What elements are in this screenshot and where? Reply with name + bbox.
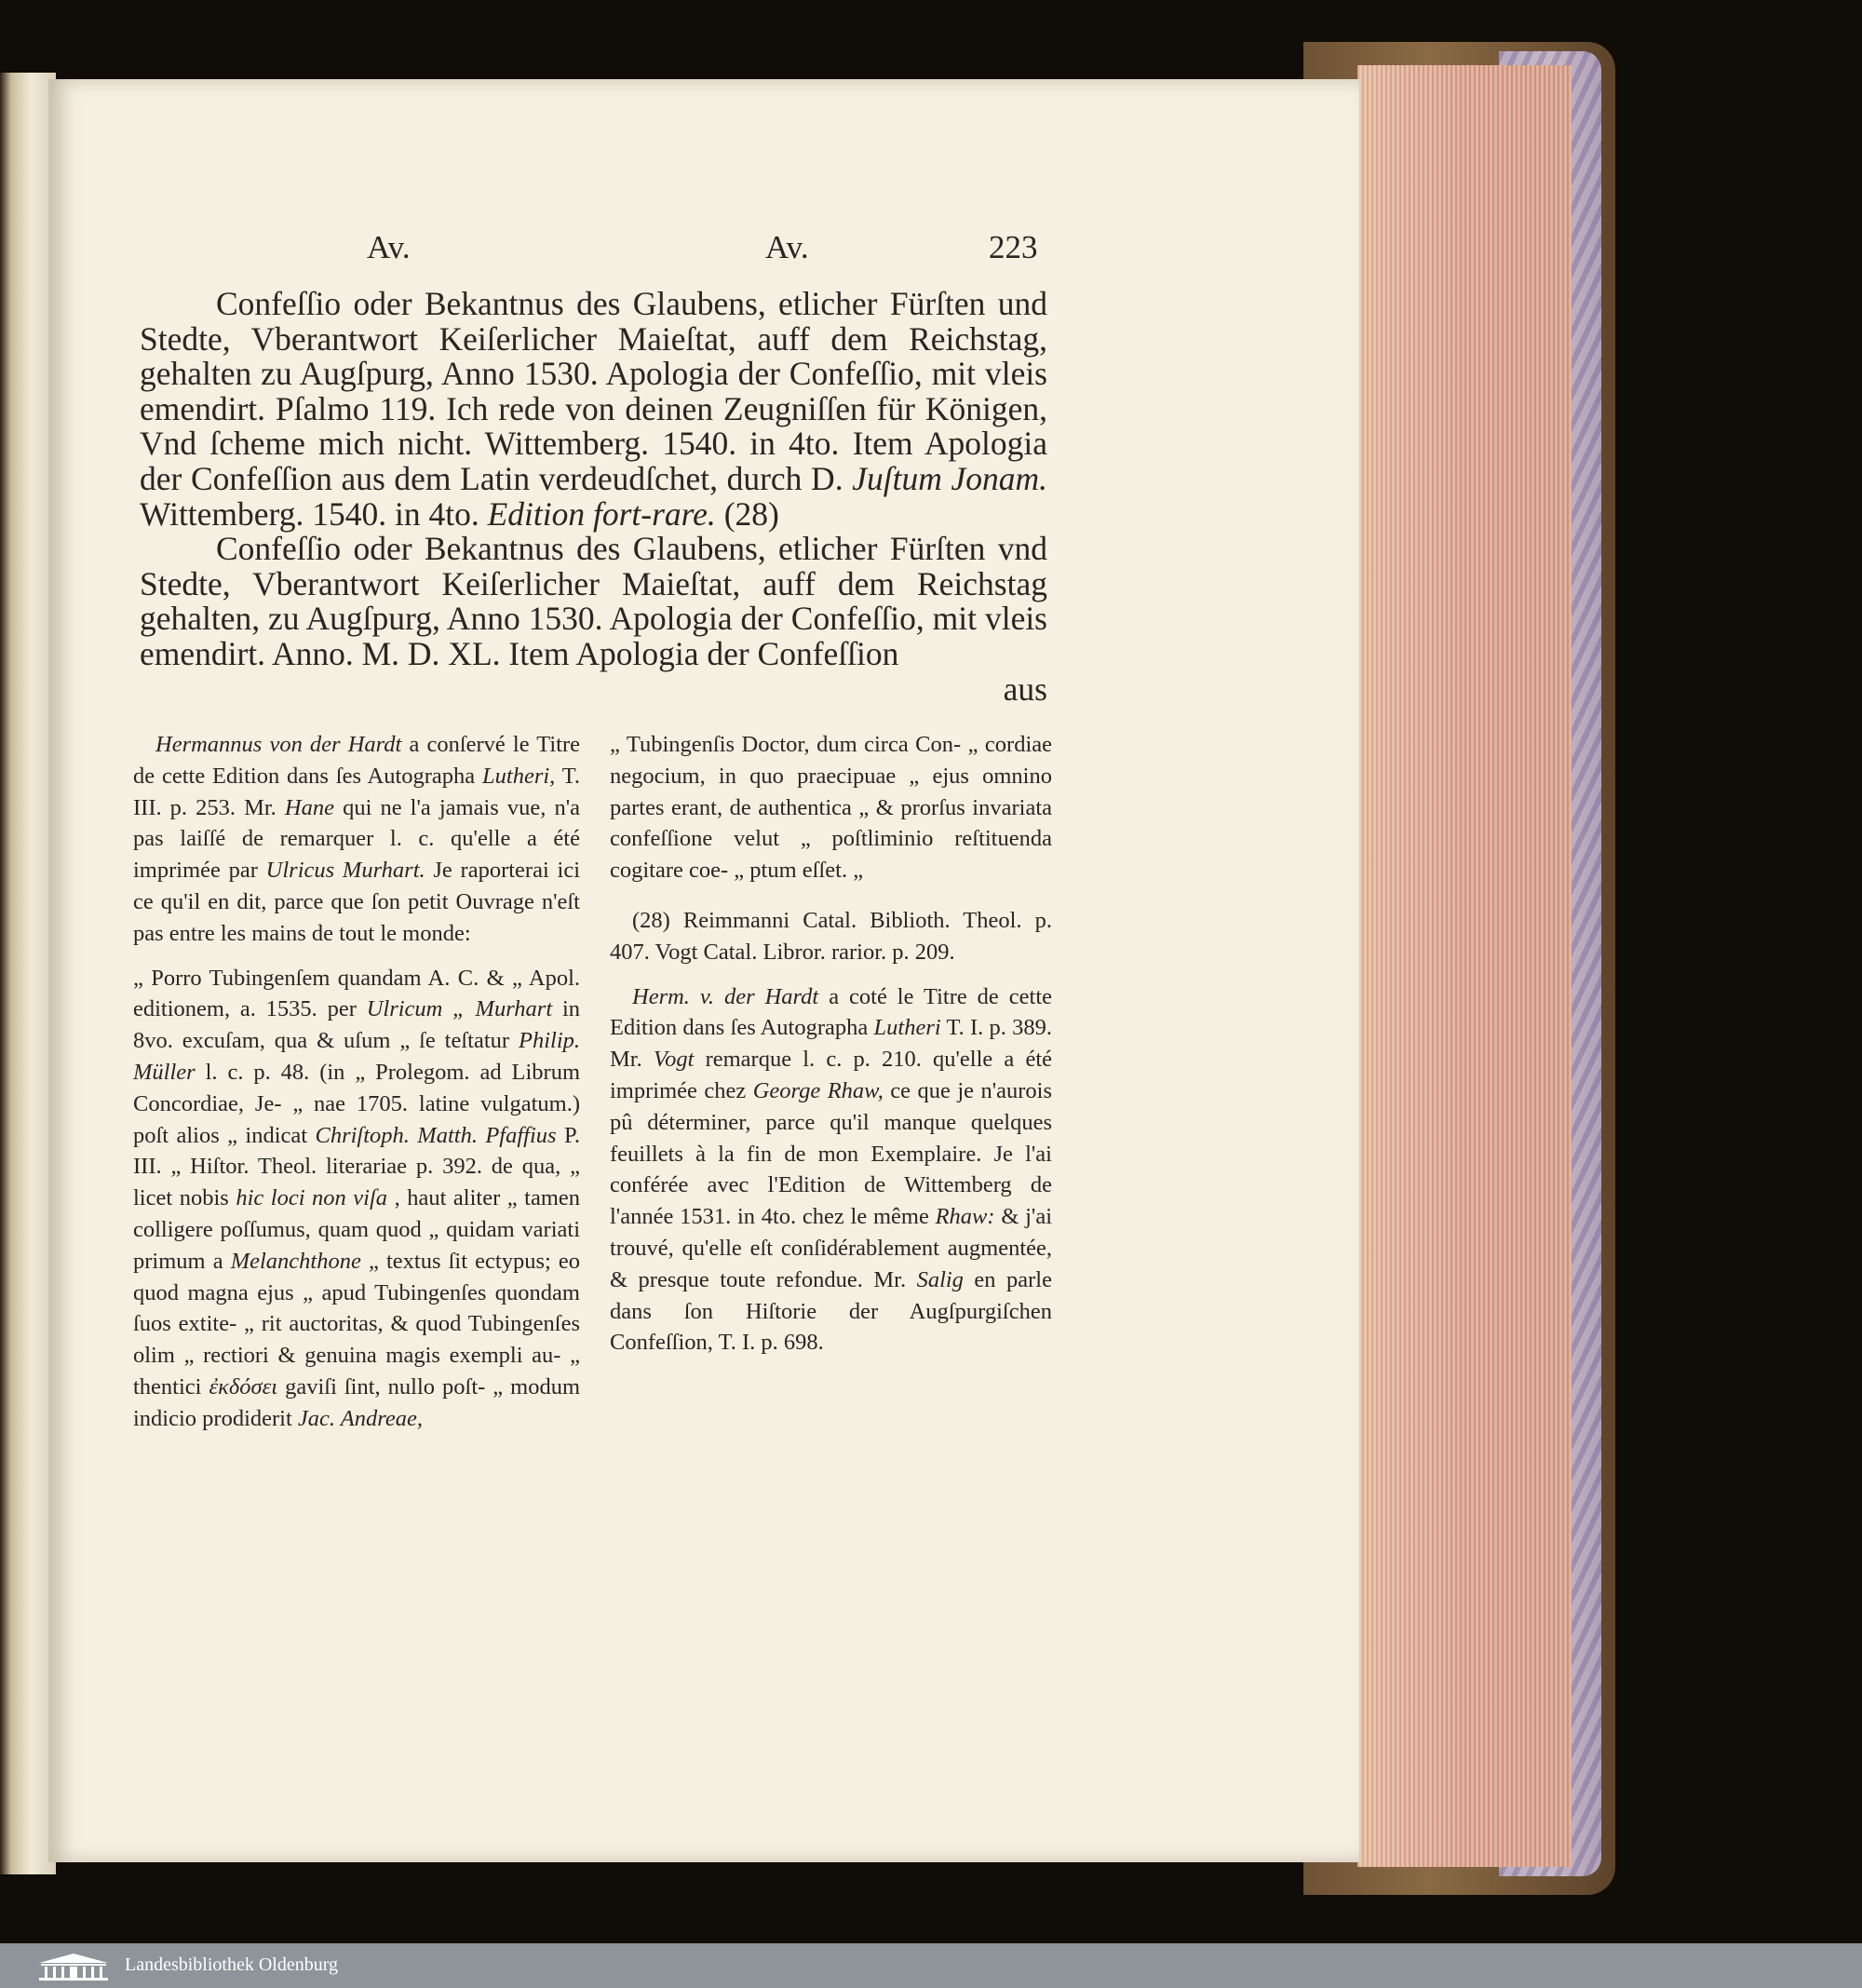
commentary-paragraph: Hermannus von der Hardt a conſervé le Titre de cette Edition dans ſes Autographa Lutheri, T. III. p. 253. Mr. Hane qui ne l'a jamais vue, n'a pas laiſſé de remarquer l. c. qu'elle a été imprimée par Ulricus Murhart. Je raporterai ici ce qu'il en dit, parce que ſon petit Ouvrage n'eſt pas entre les mains de tout le monde: — [133, 732, 581, 946]
running-head-center: Av. — [765, 229, 809, 265]
page-fore-edge — [1357, 65, 1572, 1867]
author-name: Juſtum Jonam. — [852, 459, 1048, 497]
footer-bar — [0, 1943, 1862, 1988]
latin-quote: „ Porro Tubingenſem quandam A. C. & „ Apol. editionem, a. 1535. per Ulricum „ Murhart in 8vo. excuſam, qua & uſum „ ſe teſtatur Philip. Müller l. c. p. 48. (in „ Prolegom. ad Librum Concordiae, Je- „ nae 1705. latine vulgatum.) poſt alios „ indicat Chriſtoph. Matth. Pfaffius P. III. „ Hiſtor. Theol. literariae p. 392. de qua, „ licet nobis hic loci non viſa , haut aliter „ tamen colligere poſſumus, quam quod „ quidam variati primum a Melanchthone „ textus ſit ectypus; eo quod magna ejus „ apud Tubingenſes quondam ſuos extite- „ rit auctoritas, & quod Tubingenſes olim „ rectiori & genuina magis exempli au- „ thentici ἐκδόσει gaviſi ſint, nullo poſt- „ modum indicio prodiderit Jac. Andreae, — [133, 965, 581, 1431]
entry-2: Confeſſio oder Bekantnus des Glaubens, etlicher Fürſten vnd Stedte, Vberantwort Keiſerlicher Maieſtat, auff dem Reichstag gehalten, zu Augſpurg, Anno 1530. Apologia der Confeſſio, mit vleis emendirt. Anno. M. D. XL. Item Apologia der Confeſſion aus — [140, 530, 1047, 708]
entry-2-last-word: aus — [1003, 669, 1047, 708]
running-head-left: Av. — [367, 229, 411, 265]
commentary-paragraph: Herm. v. der Hardt a coté le Titre de cette Edition dans ſes Autographa Lutheri T. I. p. 389. Mr. Vogt remarque l. c. p. 210. qu'elle a été imprimée chez George Rhaw, ce que je n'aurois pû déterminer, parce qu'il manque quelques feuillets à la fin de mon Exemplaire. Je l'ai conférée avec l'Edition de Wittemberg de l'année 1531. in 4to. chez le même Rhaw: & j'ai trouvé, qu'elle eſt conſidérablement augmentée, & presque toute refondue. Mr. Salig en parle dans ſon Hiſtorie der Augſpurgiſchen Confeſſion, T. I. p. 698. — [610, 983, 1053, 1356]
entry-1: Confeſſio oder Bekantnus des Glaubens, etlicher Fürſten und Stedte, Vberantwort Keiſerlicher Maieſtat, auff dem Reichstag, gehalten zu Augſpurg, Anno 1530. Apologia der Confeſſio, mit vleis emendirt. Pſalmo 119. Ich rede von deinen Zeugniſſen für Königen, Vnd ſcheme mich nicht. Wittemberg. 1540. in 4to. Item Apologia der Confeſſion aus dem Latin verdeudſchet, durch D. Juſtum Jonam. Wittemberg. 1540. in 4to. Edition fort-rare. (28) — [140, 285, 1048, 533]
footnote-28: (28) Reimmanni Catal. Biblioth. Theol. p. 407. Vogt Catal. Libror. rarior. p. 209. — [610, 907, 1052, 965]
commentary-left-column — [133, 729, 580, 1435]
facing-page-edge — [0, 73, 56, 1874]
library-building-icon — [37, 1952, 110, 1981]
latin-quote-continued: „ Tubingenſis Doctor, dum circa Con- „ cordiae negocium, in quo praecipuae „ ejus omnino partes erant, de authentica „ & prorſus invariata confeſſione velut „ poſtliminio reſtituenda cogitare coe- „ ptum eſſet. „ — [610, 732, 1052, 884]
rarity-note: Edition fort-rare. — [487, 494, 716, 533]
footer-library-name[interactable]: Landesbibliothek Oldenburg — [125, 1954, 339, 1975]
commentary-right-column — [610, 729, 1052, 1372]
page-number: 223 — [989, 229, 1038, 265]
main-entries — [140, 287, 1047, 707]
footnote-ref: (28) — [723, 494, 779, 533]
